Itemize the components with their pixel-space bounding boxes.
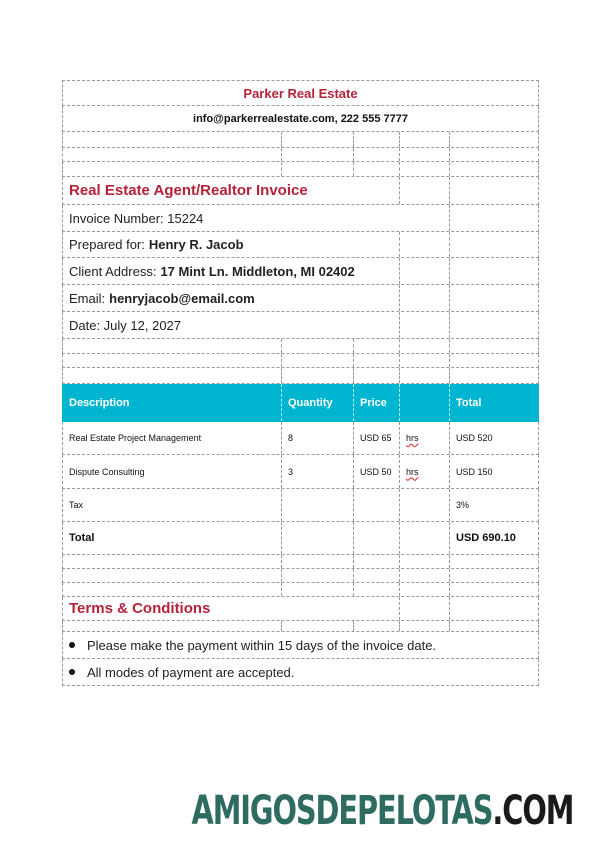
row-quantity: 8	[288, 433, 294, 443]
prepared-for-label: Prepared for:	[69, 237, 145, 252]
tax-value: 3%	[456, 500, 470, 510]
total-row	[62, 522, 539, 555]
terms-heading-row	[62, 597, 539, 621]
prepared-for	[69, 232, 244, 257]
row-unit: hrs	[406, 433, 419, 443]
terms-item-label: All modes of payment are accepted.	[87, 664, 295, 680]
watermark-tld: .COM	[492, 788, 573, 834]
company-contact: info@parkerrealestate.com, 222 555 7777	[193, 112, 408, 125]
row-description: Real Estate Project Management	[69, 433, 202, 443]
invoice-date: Date: July 12, 2027	[69, 317, 182, 333]
email-row	[62, 285, 539, 312]
watermark-logo	[191, 788, 573, 834]
spacer-row	[62, 621, 539, 632]
total-label: Total	[69, 532, 95, 544]
watermark-brand: AMIGOSDEPELOTAS	[191, 788, 493, 834]
spacer-row	[62, 132, 539, 148]
table-row	[62, 422, 539, 455]
row-price: USD 65	[360, 433, 392, 443]
col-price-header: Price	[360, 396, 387, 409]
table-header-row	[62, 384, 539, 422]
client-email	[69, 285, 255, 311]
terms-heading: Terms & Conditions	[69, 600, 211, 617]
spacer-row	[62, 583, 539, 597]
terms-item-text	[69, 632, 436, 658]
terms-item	[62, 632, 539, 659]
row-price: USD 50	[360, 466, 392, 477]
table-row	[62, 455, 539, 489]
row-quantity: 3	[288, 466, 294, 477]
company-name: Parker Real Estate	[243, 85, 358, 101]
spacer-row	[62, 368, 539, 384]
spacer-row	[62, 354, 539, 368]
invoice-heading-row	[62, 177, 539, 205]
col-total-header: Total	[456, 396, 482, 409]
bullet-icon	[69, 642, 75, 648]
invoice-number-row	[62, 205, 539, 232]
client-address-value: 17 Mint Ln. Middleton, MI 02402	[160, 263, 355, 279]
prepared-for-row	[62, 232, 539, 258]
row-unit: hrs	[406, 466, 419, 477]
row-total: USD 150	[456, 466, 493, 477]
spacer-row	[62, 162, 539, 177]
contact-row	[62, 106, 539, 132]
invoice-number: Invoice Number: 15224	[69, 210, 204, 226]
client-name: Henry R. Jacob	[148, 237, 244, 252]
col-quantity-header: Quantity	[288, 396, 333, 409]
total-value: USD 690.10	[456, 532, 516, 544]
tax-row	[62, 489, 539, 522]
client-address	[69, 258, 355, 284]
company-row	[62, 80, 539, 106]
date-row	[62, 312, 539, 339]
spacer-row	[62, 148, 539, 162]
email-value: henryjacob@email.com	[109, 290, 255, 306]
spacer-row	[62, 339, 539, 354]
client-address-label: Client Address:	[69, 263, 157, 279]
invoice-heading: Real Estate Agent/Realtor Invoice	[69, 182, 308, 199]
invoice-sheet	[62, 80, 539, 686]
email-label: Email:	[69, 290, 106, 306]
row-total: USD 520	[456, 433, 493, 443]
terms-item-label: Please make the payment within 15 days of the invoice date.	[87, 637, 437, 653]
tax-label: Tax	[69, 500, 84, 510]
terms-item	[62, 659, 539, 686]
row-description: Dispute Consulting	[69, 466, 145, 477]
terms-item-text	[69, 659, 294, 685]
col-description-header: Description	[69, 396, 130, 409]
spacer-row	[62, 555, 539, 569]
bullet-icon	[69, 669, 75, 675]
client-address-row	[62, 258, 539, 285]
spacer-row	[62, 569, 539, 583]
